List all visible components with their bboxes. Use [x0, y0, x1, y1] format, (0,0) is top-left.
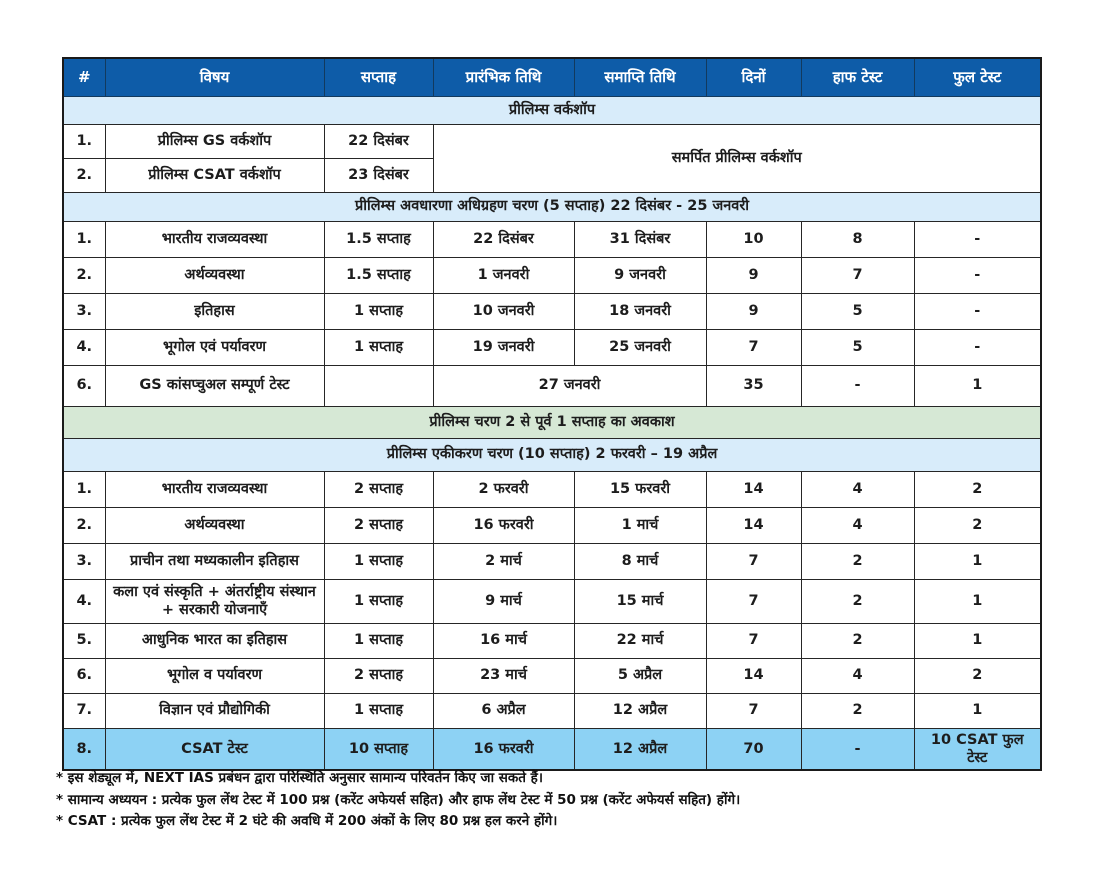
cell-full-test: 1: [914, 579, 1041, 623]
cell-end-date: 9 जनवरी: [574, 257, 706, 293]
cell-end-date: 25 जनवरी: [574, 329, 706, 365]
table-row: [63, 543, 1041, 579]
cell-index: 5.: [63, 623, 105, 658]
cell-days: 70: [706, 728, 801, 770]
footnote-schedule-change: * इस शेड्यूल में, NEXT IAS प्रबंधन द्वारा परिस्थिति अनुसार सामान्य परिवर्तन किए जा सकते हैं।: [56, 770, 543, 786]
col-header-start-date: प्रारंभिक तिथि: [433, 58, 574, 96]
cell-full-test: 1: [914, 623, 1041, 658]
cell-subject: CSAT टेस्ट: [105, 728, 324, 770]
cell-subject: GS कांसप्चुअल सम्पूर्ण टेस्ट: [105, 365, 324, 406]
cell-days: 7: [706, 623, 801, 658]
col-header-end-date: समाप्ति तिथि: [574, 58, 706, 96]
cell-weeks: 1 सप्ताह: [324, 579, 433, 623]
cell-days: 9: [706, 257, 801, 293]
footnote-csat-tests: * CSAT : प्रत्येक फुल लेंथ टेस्ट में 2 घंटे की अवधि में 200 अंकों के लिए 80 प्रश्न हल करने होंगे।: [56, 813, 558, 830]
merged-workshop-cell: समर्पित प्रीलिम्स वर्कशॉप: [433, 124, 1041, 192]
cell-full-test: 1: [914, 693, 1041, 728]
cell-start-date: 16 मार्च: [433, 623, 574, 658]
cell-subject: प्रीलिम्स CSAT वर्कशॉप: [105, 158, 324, 192]
cell-half-test: 2: [801, 543, 914, 579]
cell-days: 10: [706, 221, 801, 257]
cell-subject: इतिहास: [105, 293, 324, 329]
cell-days: 9: [706, 293, 801, 329]
cell-subject: विज्ञान एवं प्रौद्योगिकी: [105, 693, 324, 728]
section-band-row: [63, 406, 1041, 438]
cell-index: 8.: [63, 728, 105, 770]
cell-weeks: 2 सप्ताह: [324, 471, 433, 507]
cell-start-date: 9 मार्च: [433, 579, 574, 623]
cell-weeks: 1.5 सप्ताह: [324, 257, 433, 293]
cell-index: 6.: [63, 658, 105, 693]
table-row: [63, 293, 1041, 329]
table-row: [63, 124, 1041, 158]
schedule-table-container: [62, 57, 1040, 771]
cell-weeks: 1 सप्ताह: [324, 543, 433, 579]
cell-full-test: 1: [914, 365, 1041, 406]
cell-full-test: 10 CSAT फुल टेस्ट: [914, 728, 1041, 770]
cell-days: 14: [706, 507, 801, 543]
cell-end-date: 31 दिसंबर: [574, 221, 706, 257]
cell-end-date: 12 अप्रैल: [574, 728, 706, 770]
cell-start-date: 16 फरवरी: [433, 728, 574, 770]
cell-subject: भूगोल एवं पर्यावरण: [105, 329, 324, 365]
cell-index: 1.: [63, 221, 105, 257]
cell-end-date: 12 अप्रैल: [574, 693, 706, 728]
cell-subject: प्राचीन तथा मध्यकालीन इतिहास: [105, 543, 324, 579]
cell-subject: भारतीय राजव्यवस्था: [105, 471, 324, 507]
merged-date-cell: 27 जनवरी: [433, 365, 706, 406]
table-row: [63, 728, 1041, 770]
cell-subject: भारतीय राजव्यवस्था: [105, 221, 324, 257]
schedule-table: [62, 57, 1042, 771]
cell-weeks: 1 सप्ताह: [324, 329, 433, 365]
cell-half-test: 5: [801, 293, 914, 329]
cell-weeks: 1 सप्ताह: [324, 623, 433, 658]
cell-full-test: 2: [914, 471, 1041, 507]
cell-days: 14: [706, 471, 801, 507]
cell-index: 2.: [63, 257, 105, 293]
table-row: [63, 623, 1041, 658]
cell-end-date: 15 मार्च: [574, 579, 706, 623]
cell-subject: अर्थव्यवस्था: [105, 507, 324, 543]
cell-subject: अर्थव्यवस्था: [105, 257, 324, 293]
cell-half-test: 4: [801, 507, 914, 543]
cell-full-test: 1: [914, 543, 1041, 579]
cell-weeks: 1 सप्ताह: [324, 693, 433, 728]
cell-start-date: 2 फरवरी: [433, 471, 574, 507]
cell-half-test: 5: [801, 329, 914, 365]
section-band-row: [63, 96, 1041, 124]
table-row: [63, 257, 1041, 293]
col-header-full-test: फुल टेस्ट: [914, 58, 1041, 96]
cell-days: 7: [706, 693, 801, 728]
cell-weeks: 2 सप्ताह: [324, 507, 433, 543]
cell-end-date: 1 मार्च: [574, 507, 706, 543]
table-row: [63, 365, 1041, 406]
cell-start-date: 10 जनवरी: [433, 293, 574, 329]
cell-end-date: 18 जनवरी: [574, 293, 706, 329]
section-band-row: [63, 438, 1041, 471]
table-row: [63, 471, 1041, 507]
table-header-row: [63, 58, 1041, 96]
cell-index: 7.: [63, 693, 105, 728]
cell-weeks: 1 सप्ताह: [324, 293, 433, 329]
cell-half-test: 2: [801, 693, 914, 728]
cell-subject: भूगोल व पर्यावरण: [105, 658, 324, 693]
cell-full-test: 2: [914, 658, 1041, 693]
cell-index: 2.: [63, 507, 105, 543]
cell-full-test: 2: [914, 507, 1041, 543]
table-row: [63, 579, 1041, 623]
cell-full-test: -: [914, 257, 1041, 293]
section-band-label: प्रीलिम्स एकीकरण चरण (10 सप्ताह) 2 फरवरी – 19 अप्रैल: [63, 438, 1041, 471]
cell-days: 7: [706, 329, 801, 365]
cell-half-test: 2: [801, 623, 914, 658]
cell-weeks: [324, 365, 433, 406]
table-row: [63, 329, 1041, 365]
cell-start-date: 6 अप्रैल: [433, 693, 574, 728]
cell-days: 7: [706, 579, 801, 623]
cell-weeks: 22 दिसंबर: [324, 124, 433, 158]
cell-index: 1.: [63, 124, 105, 158]
cell-index: 4.: [63, 579, 105, 623]
col-header-subject: विषय: [105, 58, 324, 96]
section-band-label: प्रीलिम्स अवधारणा अधिग्रहण चरण (5 सप्ताह) 22 दिसंबर - 25 जनवरी: [63, 192, 1041, 221]
cell-index: 3.: [63, 293, 105, 329]
section-band-label: प्रीलिम्स वर्कशॉप: [63, 96, 1041, 124]
cell-end-date: 22 मार्च: [574, 623, 706, 658]
cell-start-date: 1 जनवरी: [433, 257, 574, 293]
footnotes: [56, 768, 1066, 833]
cell-subject: आधुनिक भारत का इतिहास: [105, 623, 324, 658]
cell-half-test: 7: [801, 257, 914, 293]
table-row: [63, 658, 1041, 693]
cell-days: 35: [706, 365, 801, 406]
cell-start-date: 19 जनवरी: [433, 329, 574, 365]
cell-days: 14: [706, 658, 801, 693]
cell-days: 7: [706, 543, 801, 579]
cell-weeks: 10 सप्ताह: [324, 728, 433, 770]
table-row: [63, 507, 1041, 543]
cell-index: 3.: [63, 543, 105, 579]
cell-weeks: 2 सप्ताह: [324, 658, 433, 693]
cell-full-test: -: [914, 329, 1041, 365]
table-row: [63, 221, 1041, 257]
col-header-half-test: हाफ टेस्ट: [801, 58, 914, 96]
cell-half-test: 4: [801, 471, 914, 507]
cell-start-date: 2 मार्च: [433, 543, 574, 579]
schedule-table-body: [63, 96, 1041, 770]
section-band-row: [63, 192, 1041, 221]
col-header-weeks: सप्ताह: [324, 58, 433, 96]
cell-end-date: 8 मार्च: [574, 543, 706, 579]
cell-half-test: -: [801, 365, 914, 406]
cell-full-test: -: [914, 221, 1041, 257]
cell-start-date: 16 फरवरी: [433, 507, 574, 543]
cell-index: 1.: [63, 471, 105, 507]
footnote-gs-tests: * सामान्य अध्ययन : प्रत्येक फुल लेंथ टेस्ट में 100 प्रश्न (करेंट अफेयर्स सहित) और हाफ लेंथ टेस्ट में 50 प्रश्न (करेंट अफेयर्स सहित) होंगे।: [56, 791, 741, 808]
cell-subject: कला एवं संस्कृति + अंतर्राष्ट्रीय संस्थान + सरकारी योजनाएँ: [105, 579, 324, 623]
table-row: [63, 693, 1041, 728]
section-band-label: प्रीलिम्स चरण 2 से पूर्व 1 सप्ताह का अवकाश: [63, 406, 1041, 438]
cell-half-test: 4: [801, 658, 914, 693]
col-header-days: दिनों: [706, 58, 801, 96]
cell-half-test: 8: [801, 221, 914, 257]
cell-half-test: -: [801, 728, 914, 770]
cell-index: 4.: [63, 329, 105, 365]
cell-half-test: 2: [801, 579, 914, 623]
cell-weeks: 23 दिसंबर: [324, 158, 433, 192]
cell-index: 6.: [63, 365, 105, 406]
cell-index: 2.: [63, 158, 105, 192]
cell-start-date: 22 दिसंबर: [433, 221, 574, 257]
cell-end-date: 5 अप्रैल: [574, 658, 706, 693]
col-header-index: #: [63, 58, 105, 96]
cell-start-date: 23 मार्च: [433, 658, 574, 693]
cell-full-test: -: [914, 293, 1041, 329]
cell-weeks: 1.5 सप्ताह: [324, 221, 433, 257]
cell-subject: प्रीलिम्स GS वर्कशॉप: [105, 124, 324, 158]
cell-end-date: 15 फरवरी: [574, 471, 706, 507]
